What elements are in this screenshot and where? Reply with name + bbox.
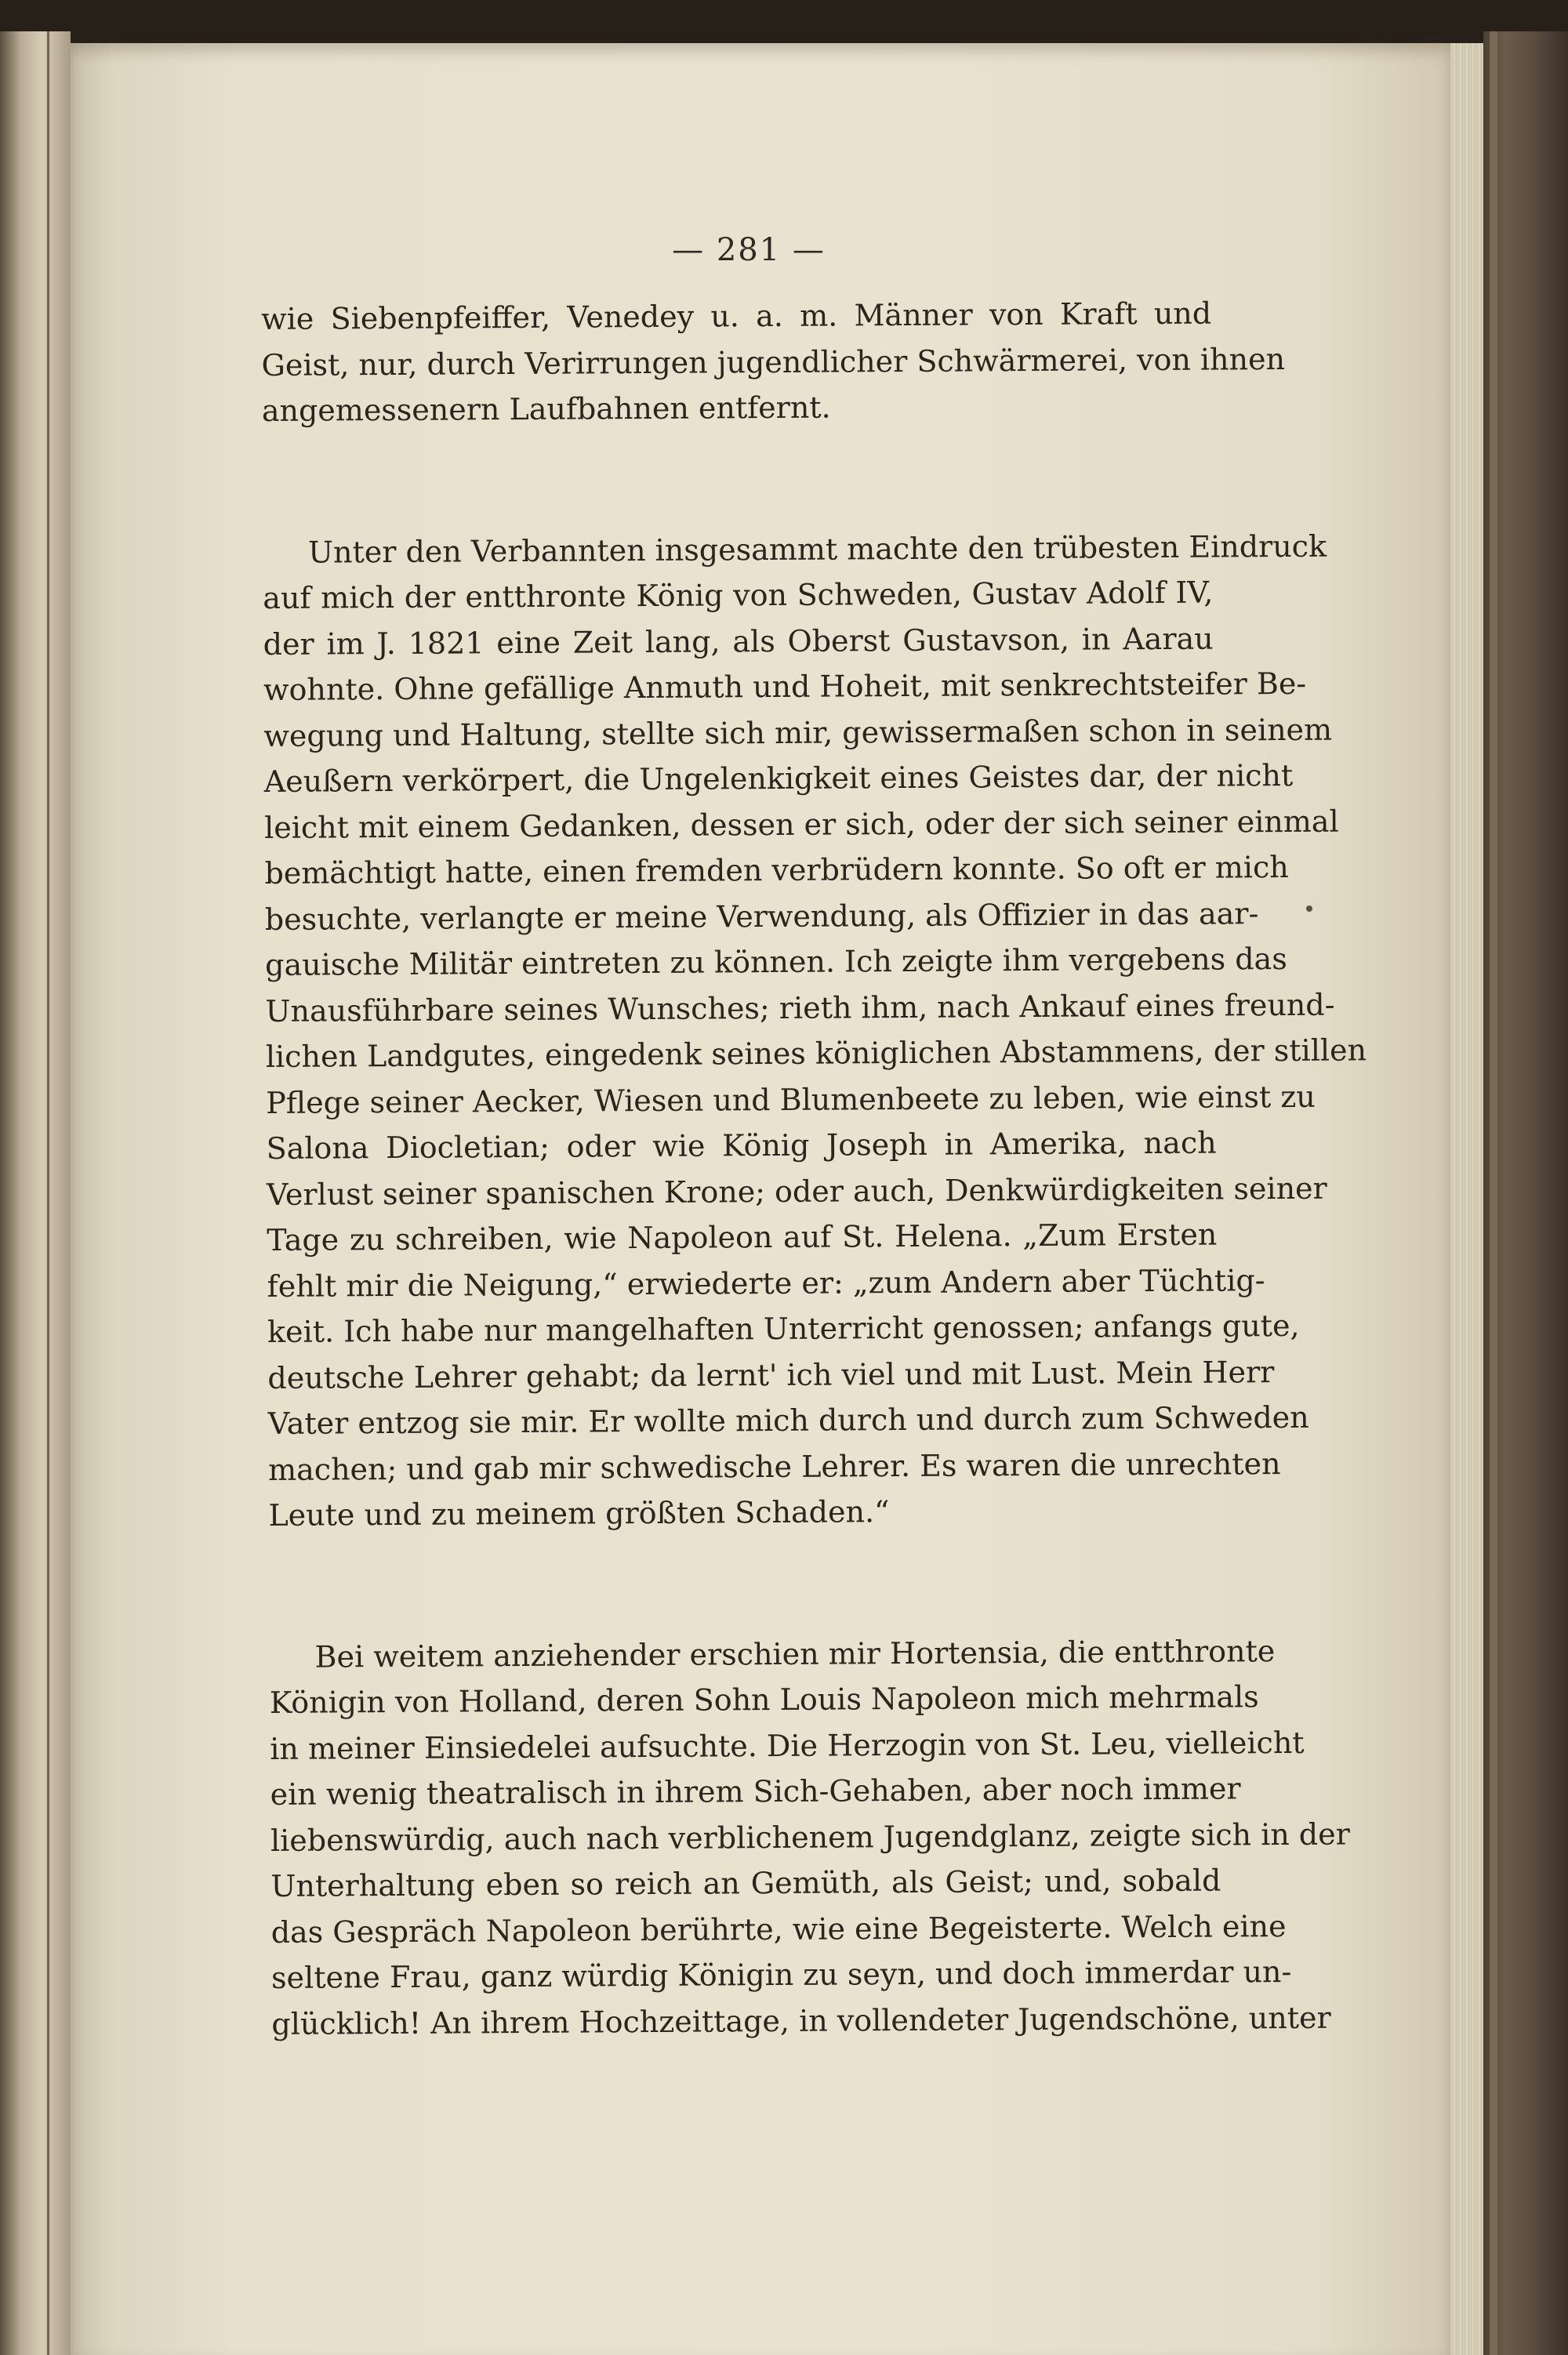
text-line: seltene Frau, ganz würdig Königin zu seyn, und doch immerdar un- xyxy=(270,1954,1292,1995)
page-block-edge xyxy=(1450,43,1483,2355)
text-line: ein wenig theatralisch in ihrem Sich-Gehaben, aber noch immer xyxy=(270,1771,1241,1812)
text-line: in meiner Einsiedelei aufsuchte. Die Herzogin von St. Leu, vielleicht xyxy=(270,1725,1305,1766)
text-line: Aeußern verkörpert, die Ungelenkigkeit eines Geistes dar, der nicht xyxy=(263,757,1294,799)
text-line: Königin von Holland, deren Sohn Louis Napoleon mich mehrmals xyxy=(269,1679,1259,1720)
text-line: auf mich der entthronte König von Schweden, Gustav Adolf IV, xyxy=(263,575,1214,615)
book-cover-edge xyxy=(1483,31,1568,2355)
text-line: leicht mit einem Gedanken, dessen er sich, oder der sich seiner einmal xyxy=(264,804,1339,845)
text-line: Bei weitem anziehender erschien mir Hortensia, die entthronte xyxy=(314,1633,1276,1675)
paragraph-3 xyxy=(269,1628,1350,2047)
text-line: Pflege seiner Aecker, Wiesen und Blumenbeete zu leben, wie einst zu xyxy=(266,1079,1316,1120)
text-line: wie Siebenpfeiffer, Venedey u. a. m. Männer von Kraft und xyxy=(261,296,1212,336)
text-line: Verlust seiner spanischen Krone; oder auch, Denkwürdigkeiten seiner xyxy=(266,1170,1327,1212)
text-line: besuchte, verlangte er meine Verwendung, als Offizier in das aar- xyxy=(264,895,1259,937)
text-line: der im J. 1821 eine Zeit lang, als Oberst Gustavson, in Aarau xyxy=(263,621,1214,662)
text-line: machen; und gab mir schwedische Lehrer. Es waren die unrechten xyxy=(268,1446,1281,1487)
text-line: lichen Landgutes, eingedenk seines königlichen Abstammens, der stillen xyxy=(265,1032,1367,1074)
ink-spot xyxy=(1306,905,1312,912)
previous-page-edge xyxy=(0,31,71,2355)
text-line: Geist, nur, durch Verirrungen jugendlicher Schwärmerei, von ihnen xyxy=(261,341,1286,383)
text-line: wegung und Haltung, stellte sich mir, gewissermaßen schon in seinem xyxy=(263,712,1333,753)
text-line: deutsche Lehrer gehabt; da lernt' ich viel und mit Lust. Mein Herr xyxy=(267,1354,1275,1395)
text-line: Tage zu schreiben, wie Napoleon auf St. Helena. „Zum Ersten xyxy=(267,1217,1218,1257)
text-line: Unterhaltung eben so reich an Gemüth, als Geist; und, sobald xyxy=(270,1863,1221,1903)
text-line: fehlt mir die Neigung,“ erwiederte er: „zum Andern aber Tüchtig- xyxy=(267,1262,1265,1304)
text-line: liebenswürdig, auch nach verblichenem Jugendglanz, zeigte sich in der xyxy=(270,1816,1350,1858)
text-line: Vater entzog sie mir. Er wollte mich durch und durch zum Schweden xyxy=(267,1399,1309,1441)
text-line: wohnte. Ohne gefällige Anmuth und Hoheit, mit senkrechtsteifer Be- xyxy=(263,666,1307,707)
text-line: bemächtigt hatte, einen fremden verbrüdern konnte. So oft er mich xyxy=(264,850,1289,891)
paragraph-2 xyxy=(263,524,1367,1538)
text-line: keit. Ich habe nur mangelhaften Unterricht genossen; anfangs gute, xyxy=(267,1308,1300,1349)
text-line: das Gespräch Napoleon berührte, wie eine Begeisterte. Welch eine xyxy=(270,1908,1287,1950)
text-line: Leute und zu meinem größten Schaden.“ xyxy=(268,1494,890,1533)
page-number: — 281 — xyxy=(672,232,826,268)
text-line: glücklich! An ihrem Hochzeittage, in vollendeter Jugendschöne, unter xyxy=(271,2000,1331,2041)
paragraph-1 xyxy=(261,291,1286,434)
text-line: angemessenern Laufbahnen entfernt. xyxy=(261,390,831,428)
text-line: Unausführbare seines Wunsches; rieth ihm, nach Ankauf eines freund- xyxy=(265,987,1335,1029)
text-line: Salona Diocletian; oder wie König Joseph in Amerika, nach xyxy=(266,1125,1217,1166)
text-line: gauische Militär eintreten zu können. Ich zeigte ihm vergebens das xyxy=(265,942,1287,982)
body-text xyxy=(261,291,1367,2047)
text-line: Unter den Verbannten insgesammt machte den trübesten Eindruck xyxy=(307,528,1327,570)
